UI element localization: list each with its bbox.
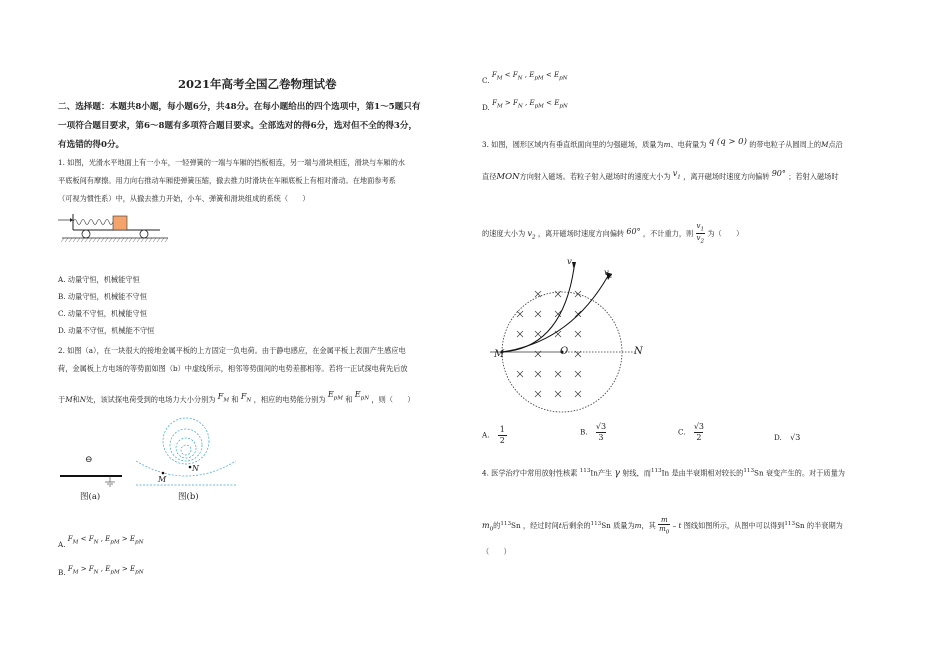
q2-force-m: $F_M$ xyxy=(217,392,230,404)
q2-option-a[interactable]: A. $F_M < F_N$ , $E_{pM} > E_{pN}$ xyxy=(58,535,144,549)
q4-stem-line2: $m_0$的$^{113}$Sn ，经过时间t后剩余的$^{113}$Sn 质量为m，其 m $m_0$ – t 图线如图所示，从图中可以得到$^{113}$Sn 的半衰期为 xyxy=(482,516,843,536)
q3-stem-line1: 3. 如图，圆形区域内有垂直纸面向里的匀强磁场，质量为m、电荷量为 q (q > 0) 的带电粒子从圆周上的M点沿 xyxy=(482,137,843,149)
q2-figure-b xyxy=(130,415,240,490)
q1-option-a[interactable]: A. 动量守恒，机械能守恒 xyxy=(58,275,140,284)
q1-stem-line2: 平底板间有摩擦。用力向右推动车厢使弹簧压缩，撤去推力时滑块在车厢底板上有相对滑动。在地面参考系 xyxy=(58,176,396,185)
q1-option-d[interactable]: D. 动量不守恒，机械能不守恒 xyxy=(58,326,155,335)
q3-label-v1: $v_1$ xyxy=(567,257,576,269)
q3-label-o: O xyxy=(560,346,569,357)
q2-force-n: $F_N$ xyxy=(240,392,252,404)
q2-stem-line3: 于M和N处，该试探电荷受到的电场力大小分别为 $F_M$ 和 $F_N$ ，相应的电势能分别为 $E_{pM}$ 和 $E_{pN}$ ，则（ ） xyxy=(58,390,415,404)
q1-stem-line3: （可视为惯性系）中，从撤去推力开始，小车、弹簧和滑块组成的系统（ ） xyxy=(58,194,310,203)
q3-option-a[interactable]: A. 1 2 xyxy=(482,425,505,445)
q2-option-c[interactable]: C. $F_M < F_N$ , $E_{pM} < E_{pN}$ xyxy=(482,71,568,85)
q3-label-m: M xyxy=(494,349,505,360)
section-heading-line2: 一项符合题目要求，第6～8题有多项符合题目要求。全部选对的得6分，选对但不全的得3分， xyxy=(58,121,418,131)
q1-cart-figure xyxy=(58,212,178,246)
field-into-page-marks xyxy=(517,291,581,397)
q2-energy-m: $E_{pM}$ xyxy=(327,390,343,402)
q4-stem-line3: （ ） xyxy=(482,547,511,556)
q3-option-b[interactable]: B. √3 3 xyxy=(580,422,607,442)
q2-figure-b-caption: 图(b) xyxy=(178,492,199,502)
q3-label-v2: $v_2$ xyxy=(604,268,613,280)
q3-option-c[interactable]: C. √3 2 xyxy=(678,422,705,442)
q2-figure-a-caption: 图(a) xyxy=(80,492,101,502)
page-title: 2021年高考全国乙卷物理试卷 xyxy=(178,77,337,91)
q1-option-c[interactable]: C. 动量不守恒，机械能守恒 xyxy=(58,309,147,318)
q3-stem-line2: 直径MON方向射入磁场。若粒子射入磁场时的速度大小为 $v_1$ ，离开磁场时速度方向偏转 90° ；若射入磁场时 xyxy=(482,169,839,182)
section-heading-line1: 二、选择题：本题共8小题，每小题6分，共48分。在每小题给出的四个选项中，第1～5题只有 xyxy=(58,102,421,112)
q2-stem-line2: 荷，金属板上方电场的等势面如图（b）中虚线所示，相邻等势面间的电势差都相等。若将一正试探电荷先后放 xyxy=(58,364,408,373)
q2-energy-n: $E_{pN}$ xyxy=(354,390,370,402)
q1-stem-line1: 1. 如图，光滑水平地面上有一小车，一轻弹簧的一端与车厢的挡板相连，另一端与滑块相连，滑块与车厢的水 xyxy=(58,158,405,167)
q2-label-n: N xyxy=(192,464,199,473)
q3-option-d[interactable]: D. √3 xyxy=(774,433,801,442)
q2-label-m: M xyxy=(158,475,167,484)
q2-option-b[interactable]: B. $F_M > F_N$ , $E_{pM} > E_{pN}$ xyxy=(58,565,144,577)
q4-stem-line1: 4. 医学治疗中常用放射性核素 $^{113}$In产生 γ 射线，而$^{113}$In 是由半衰期相对较长的$^{113}$Sn 衰变产生的。对于质量为 xyxy=(482,468,845,479)
negative-charge-icon: ⊖ xyxy=(85,455,93,465)
q2-option-d[interactable]: D. $F_M > F_N$ , $E_{pM} < E_{pN}$ xyxy=(482,99,568,112)
section-heading-line3: 有选错的得0分。 xyxy=(58,140,125,150)
q1-option-b[interactable]: B. 动量守恒，机械能不守恒 xyxy=(58,292,147,301)
q2-stem-line1: 2. 如图（a），在一块很大的接地金属平板的上方固定一负电荷。由于静电感应，在金属平板上表面产生感应电 xyxy=(58,346,406,355)
q3-stem-line3: 的速度大小为 $v_2$ ，离开磁场时速度方向偏转 60° ，不计重力，则 $v_1$ $v_2$ 为（ ） xyxy=(482,222,744,245)
q3-label-n: N xyxy=(634,346,643,357)
q3-magnetic-field-figure xyxy=(490,260,660,410)
